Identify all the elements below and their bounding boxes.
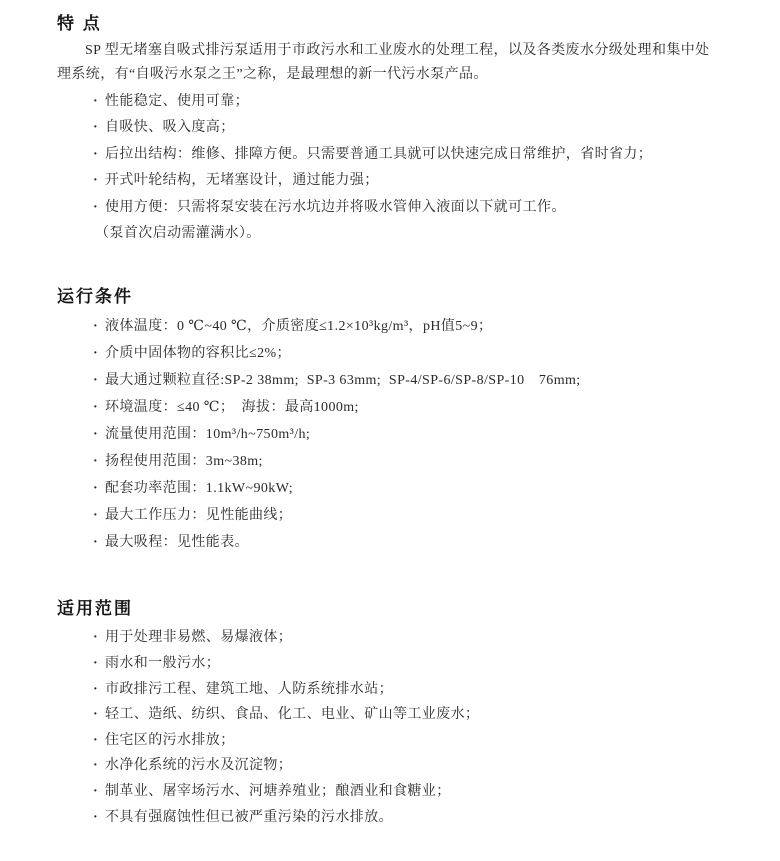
- list-item-text: 自吸快、吸入度高；: [105, 120, 235, 136]
- list-item: [93, 421, 720, 448]
- list-item-text: 流量使用范围：10m³/h~750m³/h;: [105, 427, 311, 443]
- list-item-text: 最大通过颗粒直径:SP-2 38mm; SP-3 63mm; SP-4/SP-6/SP-8/SP-10 76mm;: [105, 373, 581, 389]
- list-item: [93, 168, 720, 194]
- operating-conditions-bullet-list: [57, 313, 720, 556]
- list-item: [93, 313, 720, 340]
- list-item-text: 市政排污工程、建筑工地、人防系统排水站；: [105, 681, 393, 697]
- list-item: [93, 195, 720, 221]
- list-item: [93, 448, 720, 475]
- list-item: [93, 677, 720, 703]
- list-item: [93, 394, 720, 421]
- list-item-text: 不具有强腐蚀性但已被严重污染的污水排放。: [105, 809, 393, 825]
- operating-conditions-title: 运行条件: [57, 287, 133, 307]
- list-item-text: 制革业、屠宰场污水、河塘养殖业；酿酒业和食糖业；: [105, 784, 451, 799]
- list-item-text: 扬程使用范围：3m~38m;: [105, 454, 263, 470]
- list-item-text: 开式叶轮结构，无堵塞设计，通过能力强；: [105, 173, 379, 189]
- application-scope-bullet-list: [57, 625, 720, 830]
- list-item: [93, 625, 720, 651]
- list-item: [93, 702, 720, 728]
- list-item-text: 最大工作压力：见性能曲线；: [105, 508, 293, 524]
- list-item: [93, 728, 720, 754]
- list-item: [93, 779, 720, 805]
- section-operating-conditions: [57, 287, 720, 556]
- features-title: 特 点: [57, 14, 102, 33]
- list-item-text: 环境温度：≤40 ℃； 海拔：最高1000m;: [105, 400, 359, 416]
- list-item-text: 水净化系统的污水及沉淀物；: [105, 758, 293, 774]
- list-item-text: 介质中固体物的容积比≤2%；: [105, 346, 291, 362]
- list-item-text: 最大吸程：见性能表。: [105, 535, 249, 551]
- list-item: [93, 340, 720, 367]
- list-item-text: 配套功率范围：1.1kW~90kW;: [105, 481, 294, 497]
- list-item: [93, 502, 720, 529]
- list-item-text: 液体温度：0 ℃~40 ℃，介质密度≤1.2×10³kg/m³，pH值5~9；: [105, 319, 493, 335]
- list-item-text: 雨水和一般污水；: [105, 656, 221, 672]
- list-item-text: 用于处理非易燃、易爆液体；: [105, 630, 293, 646]
- features-bullet-list: [57, 89, 720, 221]
- list-item-text: 性能稳定、使用可靠；: [105, 94, 249, 109]
- list-item: [93, 805, 720, 831]
- list-item: [93, 529, 720, 556]
- list-item-text: 使用方便：只需将泵安装在污水坑边并将吸水管伸入液面以下就可工作。: [105, 199, 566, 215]
- list-item: [93, 475, 720, 502]
- application-scope-title: 适用范围: [57, 599, 133, 619]
- list-item: [93, 115, 720, 141]
- section-application-scope: [57, 599, 720, 830]
- list-item: [93, 367, 720, 394]
- list-item-text: 后拉出结构：维修、排障方便。只需要普通工具就可以快速完成日常维护，省时省力；: [105, 146, 653, 162]
- section-features: [57, 14, 720, 247]
- list-item: [93, 89, 720, 115]
- features-intro-paragraph: SP 型无堵塞自吸式排污泵适用于市政污水和工业废水的处理工程，以及各类废水分级处理和集中处理系统，有“自吸污水泵之王”之称，是最理想的新一代污水泵产品。: [57, 43, 710, 82]
- list-item-text: 住宅区的污水排放；: [105, 732, 235, 748]
- features-note: （泵首次启动需灌满水）。: [95, 226, 261, 242]
- list-item: [93, 651, 720, 677]
- list-item-text: 轻工、造纸、纺织、食品、化工、电业、矿山等工业废水；: [105, 707, 480, 723]
- list-item: [93, 753, 720, 779]
- list-item: [93, 142, 720, 168]
